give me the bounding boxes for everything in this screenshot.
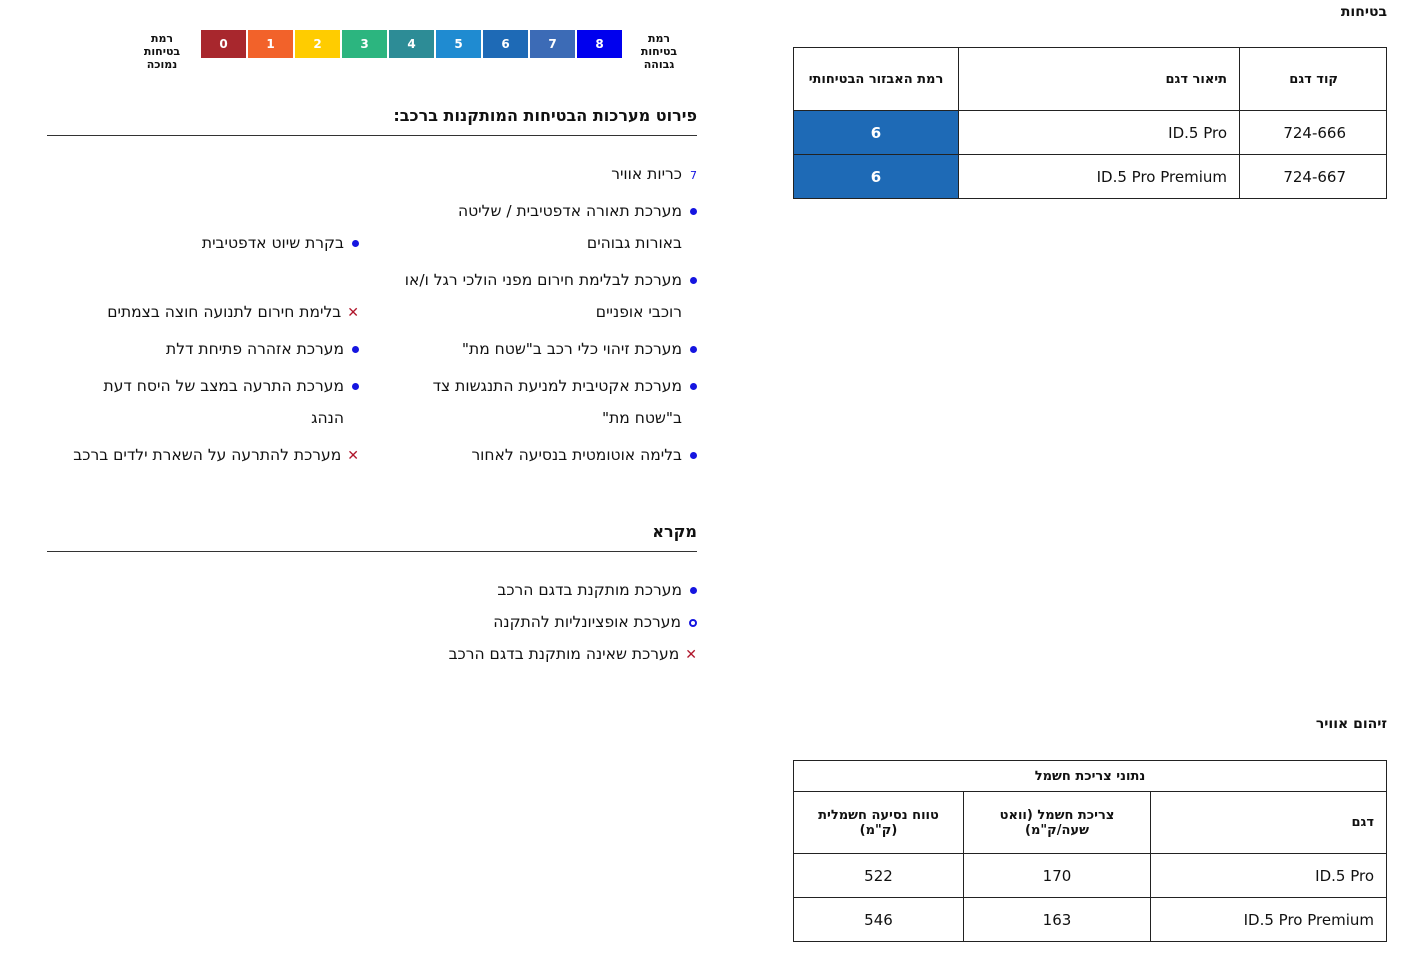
code-header: קוד דגם xyxy=(1240,48,1387,111)
list-item-continuation: ב"שטח מת" xyxy=(601,409,682,427)
list-item-continuation: באורות גבוהים xyxy=(586,234,682,252)
model-code-cell: 724-667 xyxy=(1240,155,1387,199)
model-cell: ID.5 Pro xyxy=(1151,854,1387,898)
model-desc-cell: ID.5 Pro xyxy=(959,111,1240,155)
desc-header: תיאור דגם xyxy=(959,48,1240,111)
installed-bullet-icon xyxy=(690,587,697,594)
level-header: רמת האבזור הבטיחותי xyxy=(794,48,959,111)
consumption-cell: 170 xyxy=(964,854,1151,898)
safety-table xyxy=(793,47,1387,199)
safety-level-cell: 6 xyxy=(794,155,959,199)
model-cell: ID.5 Pro Premium xyxy=(1151,898,1387,942)
legend-item: ✕מערכת שאינה מותקנת בדגם הרכב xyxy=(448,645,697,663)
optional-circle-icon xyxy=(689,619,697,627)
scale-cell-5: 5 xyxy=(436,30,481,58)
scale-cell-0: 0 xyxy=(201,30,246,58)
scale-cell-7: 7 xyxy=(530,30,575,58)
legend-title: מקרא xyxy=(652,522,697,541)
installed-bullet-icon xyxy=(690,208,697,215)
installed-bullet-icon xyxy=(690,383,697,390)
table-row xyxy=(794,854,1387,898)
scale-cell-1: 1 xyxy=(248,30,293,58)
list-item: מערכת תאורה אדפטיבית / שליטה xyxy=(458,195,697,227)
airbag-count: 7 xyxy=(690,169,697,182)
model-desc-cell: ID.5 Pro Premium xyxy=(959,155,1240,199)
range-cell: 546 xyxy=(794,898,964,942)
list-item: בלימה אוטומטית בנסיעה לאחור xyxy=(471,439,697,471)
installed-bullet-icon xyxy=(352,346,359,353)
not-installed-x-icon: ✕ xyxy=(685,647,697,663)
scale-low-label: רמת בטיחות נמוכה xyxy=(143,32,181,71)
legend-item: מערכת מותקנת בדגם הרכב xyxy=(497,574,697,606)
scale-cell-3: 3 xyxy=(342,30,387,58)
list-item: 7כריות אוויר xyxy=(611,165,697,183)
list-item: ✕בלימת חירום לתנועה חוצה בצמתים xyxy=(107,303,359,321)
list-item: ✕מערכת להתרעה על השארת ילדים ברכב xyxy=(73,446,359,464)
installed-bullet-icon xyxy=(352,383,359,390)
not-installed-x-icon: ✕ xyxy=(347,448,359,464)
scale-cell-2: 2 xyxy=(295,30,340,58)
model-header: דגם xyxy=(1151,792,1387,854)
installed-bullet-icon xyxy=(690,452,697,459)
safety-title: בטיחות xyxy=(1340,4,1387,20)
installed-bullet-icon xyxy=(690,346,697,353)
installed-bullet-icon xyxy=(352,240,359,247)
not-installed-x-icon: ✕ xyxy=(347,305,359,321)
scale-cell-4: 4 xyxy=(389,30,434,58)
scale-high-label: רמת בטיחות גבוהה xyxy=(640,32,678,71)
safety-level-cell: 6 xyxy=(794,111,959,155)
model-code-cell: 724-666 xyxy=(1240,111,1387,155)
scale-cell-6: 6 xyxy=(483,30,528,58)
legend-divider xyxy=(47,551,697,552)
table-caption: נתוני צריכת חשמל xyxy=(794,761,1387,792)
list-item: מערכת לבלימת חירום מפני הולכי רגל ו/או xyxy=(405,264,697,296)
list-item-continuation: רוכבי אופניים xyxy=(595,303,682,321)
installed-bullet-icon xyxy=(690,277,697,284)
list-item: בקרת שיוט אדפטיבית xyxy=(202,227,359,259)
legend-item: מערכת אופציונליות להתקנה xyxy=(493,606,697,638)
table-row xyxy=(794,111,1387,155)
range-cell: 522 xyxy=(794,854,964,898)
table-row xyxy=(794,155,1387,199)
list-item: מערכת אזהרה פתיחת דלת xyxy=(166,333,359,365)
range-header: טווח נסיעה חשמלית (ק"מ) xyxy=(794,792,964,854)
systems-divider xyxy=(47,135,697,136)
list-item: מערכת אקטיבית למניעת התנגשות צד xyxy=(433,370,697,402)
consumption-cell: 163 xyxy=(964,898,1151,942)
table-row xyxy=(794,898,1387,942)
list-item: מערכת זיהוי כלי רכב ב"שטח מת" xyxy=(462,333,697,365)
consumption-table xyxy=(793,760,1387,942)
pollution-title: זיהום אוויר xyxy=(1315,716,1387,732)
list-item: מערכת התרעה במצב של היסח דעת xyxy=(104,370,359,402)
scale-cell-8: 8 xyxy=(577,30,622,58)
consumption-header: צריכת חשמל (וואט שעה/ק"מ) xyxy=(964,792,1151,854)
systems-title: פירוט מערכות הבטיחות המותקנות ברכב: xyxy=(393,106,697,125)
list-item-continuation: הנהג xyxy=(311,409,344,427)
